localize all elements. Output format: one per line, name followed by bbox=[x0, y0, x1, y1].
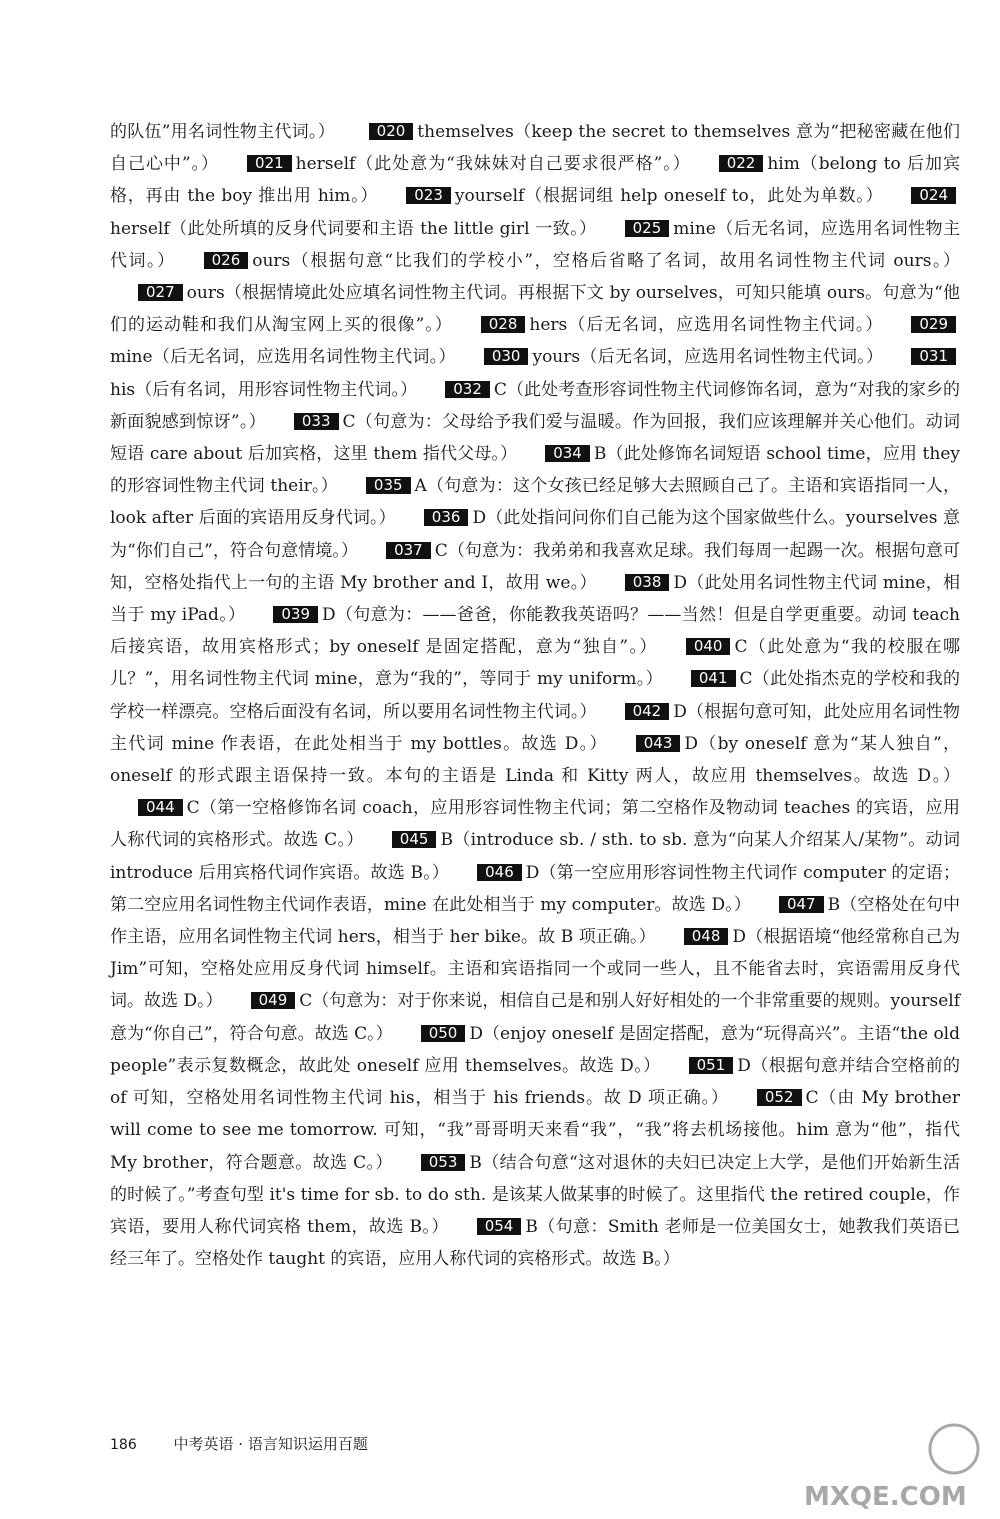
answer-explanation: D（此处用名词性物主代词 mine，相当于 my iPad。） bbox=[110, 572, 960, 626]
question-number-badge: 052 bbox=[757, 1089, 802, 1106]
answer-explanation: him（belong to 后加宾格，再由 the boy 推出用 him。） bbox=[110, 154, 961, 207]
lead-text: 的队伍”用名词性物主代词。） bbox=[110, 122, 335, 142]
answer-entry bbox=[456, 347, 884, 367]
question-number-badge: 026 bbox=[204, 252, 249, 269]
question-number-badge: 045 bbox=[392, 831, 437, 848]
answer-entry bbox=[453, 315, 884, 335]
question-number-badge: 039 bbox=[273, 606, 318, 623]
question-number-badge: 027 bbox=[138, 284, 183, 301]
answer-explanation: D（根据语境“他经常称自己为 Jim”可知，空格处应用反身代词 himself。主语和宾语指同一个或同一些人，且不能省去时，宾语需用反身代词。故选 D。） bbox=[110, 927, 960, 1012]
page-footer bbox=[110, 1433, 368, 1454]
answer-entry bbox=[219, 154, 691, 174]
question-number-badge: 030 bbox=[484, 348, 529, 365]
answer-entry bbox=[176, 251, 960, 271]
answer-entry bbox=[378, 186, 883, 206]
answer-explanation: B（结合句意“这对退休的夫妇已决定上大学，是他们开始新生活的时候了。”考查句型 it's time for sb. to do sth. 是该某人做某事的时候了。这里指代 the retired couple，作宾语，要用人称代词宾格 them，故选 B。） bbox=[110, 1152, 960, 1237]
question-number-badge: 040 bbox=[686, 638, 731, 655]
question-number-badge: 048 bbox=[684, 928, 729, 945]
question-number-badge: 038 bbox=[625, 574, 670, 591]
answer-explanation: ours（根据情境此处应填名词性物主代词。再根据下文 by ourselves，可知只能填 ours。句意为“他们的运动鞋和我们从淘宝网上买的很像”。） bbox=[110, 283, 960, 336]
answer-explanation: herself（此处意为“我妹妹对自己要求很严格”。） bbox=[295, 154, 691, 175]
question-number-badge: 050 bbox=[421, 1025, 466, 1042]
question-number-badge: 020 bbox=[369, 123, 414, 140]
answer-explanation: themselves（keep the secret to themselves 意为“把秘密藏在他们自己心中”。） bbox=[110, 122, 960, 175]
question-number-badge: 043 bbox=[636, 735, 681, 752]
question-number-badge: 032 bbox=[445, 381, 490, 398]
question-number-badge: 031 bbox=[911, 348, 956, 365]
watermark-logo bbox=[794, 1413, 984, 1513]
answer-explanation: C（由 My brother will come to see me tomorrow. 可知，“我”哥哥明天来看“我”，“我”将去机场接他。him 意为“他”，指代 My brother，符合题意。故选 C。） bbox=[110, 1088, 960, 1173]
answer-explanation: D（此处指问问你们自己能为这个国家做些什么。yourselves 意为“你们自己”，符合句意情境。） bbox=[110, 508, 960, 561]
answer-explanation: B（空格处在句中作主语，应用名词性物主代词 hers，相当于 her bike。故 B 项正确。） bbox=[110, 894, 960, 948]
question-number-badge: 036 bbox=[424, 509, 469, 526]
question-number-badge: 042 bbox=[625, 703, 670, 720]
question-number-badge: 033 bbox=[294, 413, 339, 430]
answer-explanation: B（句意：Smith 老师是一位美国女士，她教我们英语已经三年了。空格处作 taught 的宾语，应用人称代词的宾格形式。故选 B。） bbox=[110, 1216, 960, 1270]
question-number-badge: 034 bbox=[545, 445, 590, 462]
page-number: 186 bbox=[110, 1437, 137, 1453]
question-number-badge: 023 bbox=[406, 187, 451, 204]
question-number-badge: 053 bbox=[421, 1154, 466, 1171]
answer-explanation: C（此处考查形容词性物主代词修饰名词，意为“对我的家乡的新面貌感到惊讶”。） bbox=[110, 379, 961, 432]
answer-explanation: C（句意为：对于你来说，相信自己是和别人好好相处的一个非常重要的规则。yourself 意为“你自己”，符合句意。故选 C。） bbox=[110, 991, 960, 1044]
answer-explanation: C（此处意为“我的校服在哪儿？”，用名词性物主代词 mine，意为“我的”，等同于 my uniform。） bbox=[110, 637, 961, 690]
answer-explanation: A（句意为：这个女孩已经足够大去照顾自己了。主语和宾语指同一人，look after 后面的宾语用反身代词。） bbox=[110, 476, 960, 529]
question-number-badge: 035 bbox=[366, 477, 411, 494]
answer-explanation: D（第一空应用形容词性物主代词作 computer 的定语；第二空应用名词性物主代词作表语，mine 在此处相当于 my computer。故选 D。） bbox=[110, 862, 960, 915]
answer-explanation: C（句意为：父母给予我们爱与温暖。作为回报，我们应该理解并关心他们。动词短语 care about 后加宾格，这里 them 指代父母。） bbox=[110, 411, 960, 465]
question-number-badge: 024 bbox=[911, 187, 956, 204]
answer-explanation: mine（后无名词，应选用名词性物主代词。） bbox=[110, 347, 456, 368]
answer-explanation: B（introduce sb. / sth. to sb. 意为“向某人介绍某人/某物”。动词 introduce 后用宾格代词作宾语。故选 B。） bbox=[110, 830, 960, 883]
answer-explanation: herself（此处所填的反身代词要和主语 the little girl 一致。） bbox=[110, 218, 597, 239]
answer-explanation: C（第一空格修饰名词 coach，应用形容词性物主代词；第二空格作及物动词 teaches 的宾语，应用人称代词的宾格形式。故选 C。） bbox=[110, 798, 960, 851]
answer-explanation: C（此处指杰克的学校和我的学校一样漂亮。空格后面没有名词，所以要用名词性物主代词。） bbox=[110, 669, 960, 722]
question-number-badge: 051 bbox=[689, 1057, 734, 1074]
answer-entries bbox=[110, 122, 960, 1269]
question-number-badge: 021 bbox=[247, 155, 292, 172]
answer-explanation: hers（后无名词，应选用名词性物主代词。） bbox=[529, 315, 884, 336]
question-number-badge: 025 bbox=[625, 220, 670, 237]
question-number-badge: 029 bbox=[911, 316, 956, 333]
answer-explanation: D（根据句意并结合空格前的 of 可知，空格处用名词性物主代词 his，相当于 his friends。故 D 项正确。） bbox=[110, 1055, 960, 1109]
question-number-badge: 054 bbox=[477, 1218, 522, 1235]
answer-explanation: C（句意为：我弟弟和我喜欢足球。我们每周一起踢一次。根据句意可知，空格处指代上一句的主语 My brother and I，故用 we。） bbox=[110, 540, 960, 593]
question-number-badge: 041 bbox=[691, 670, 736, 687]
watermark-url-text: MXQE.COM bbox=[804, 1482, 967, 1512]
answer-explanation: D（enjoy oneself 是固定搭配，意为“玩得高兴”。主语“the old people”表示复数概念，故此处 oneself 应用 themselves。故选 D。） bbox=[110, 1023, 960, 1076]
question-number-badge: 047 bbox=[779, 896, 824, 913]
question-number-badge: 037 bbox=[386, 542, 431, 559]
answer-text-block bbox=[110, 116, 960, 1275]
question-number-badge: 044 bbox=[138, 799, 183, 816]
question-number-badge: 046 bbox=[477, 864, 522, 881]
answer-explanation: D（根据句意可知，此处应用名词性物主代词 mine 作表语，在此处相当于 my bottles。故选 D。） bbox=[110, 701, 960, 754]
answer-explanation: B（此处修饰名词短语 school time，应用 they 的形容词性物主代词 their。） bbox=[110, 444, 960, 497]
answer-explanation: D（句意为：——爸爸，你能教我英语吗？——当然！但是自学更重要。动词 teach 后接宾语，故用宾格形式；by oneself 是固定搭配，意为“独自”。） bbox=[110, 605, 961, 658]
question-number-badge: 028 bbox=[481, 316, 526, 333]
question-number-badge: 022 bbox=[719, 155, 764, 172]
answer-explanation: his（后有名词，用形容词性物主代词。） bbox=[110, 379, 418, 400]
answer-explanation: yours（后无名词，应选用名词性物主代词。） bbox=[532, 347, 884, 368]
answer-explanation: yourself（根据词组 help oneself to，此处为单数。） bbox=[454, 186, 884, 207]
answer-explanation: mine（后无名词，应选用名词性物主代词。） bbox=[110, 218, 960, 271]
answer-explanation: D（by oneself 意为“某人独自”，oneself 的形式跟主语保持一致。本句的主语是 Linda 和 Kitty 两人，故应用 themselves。故选 D。） bbox=[110, 733, 960, 787]
answer-explanation: ours（根据句意“比我们的学校小”，空格后省略了名词，故用名词性物主代词 ours。） bbox=[252, 250, 961, 271]
question-number-badge: 049 bbox=[251, 992, 296, 1009]
book-title: 中考英语 · 语言知识运用百题 bbox=[173, 1435, 368, 1453]
